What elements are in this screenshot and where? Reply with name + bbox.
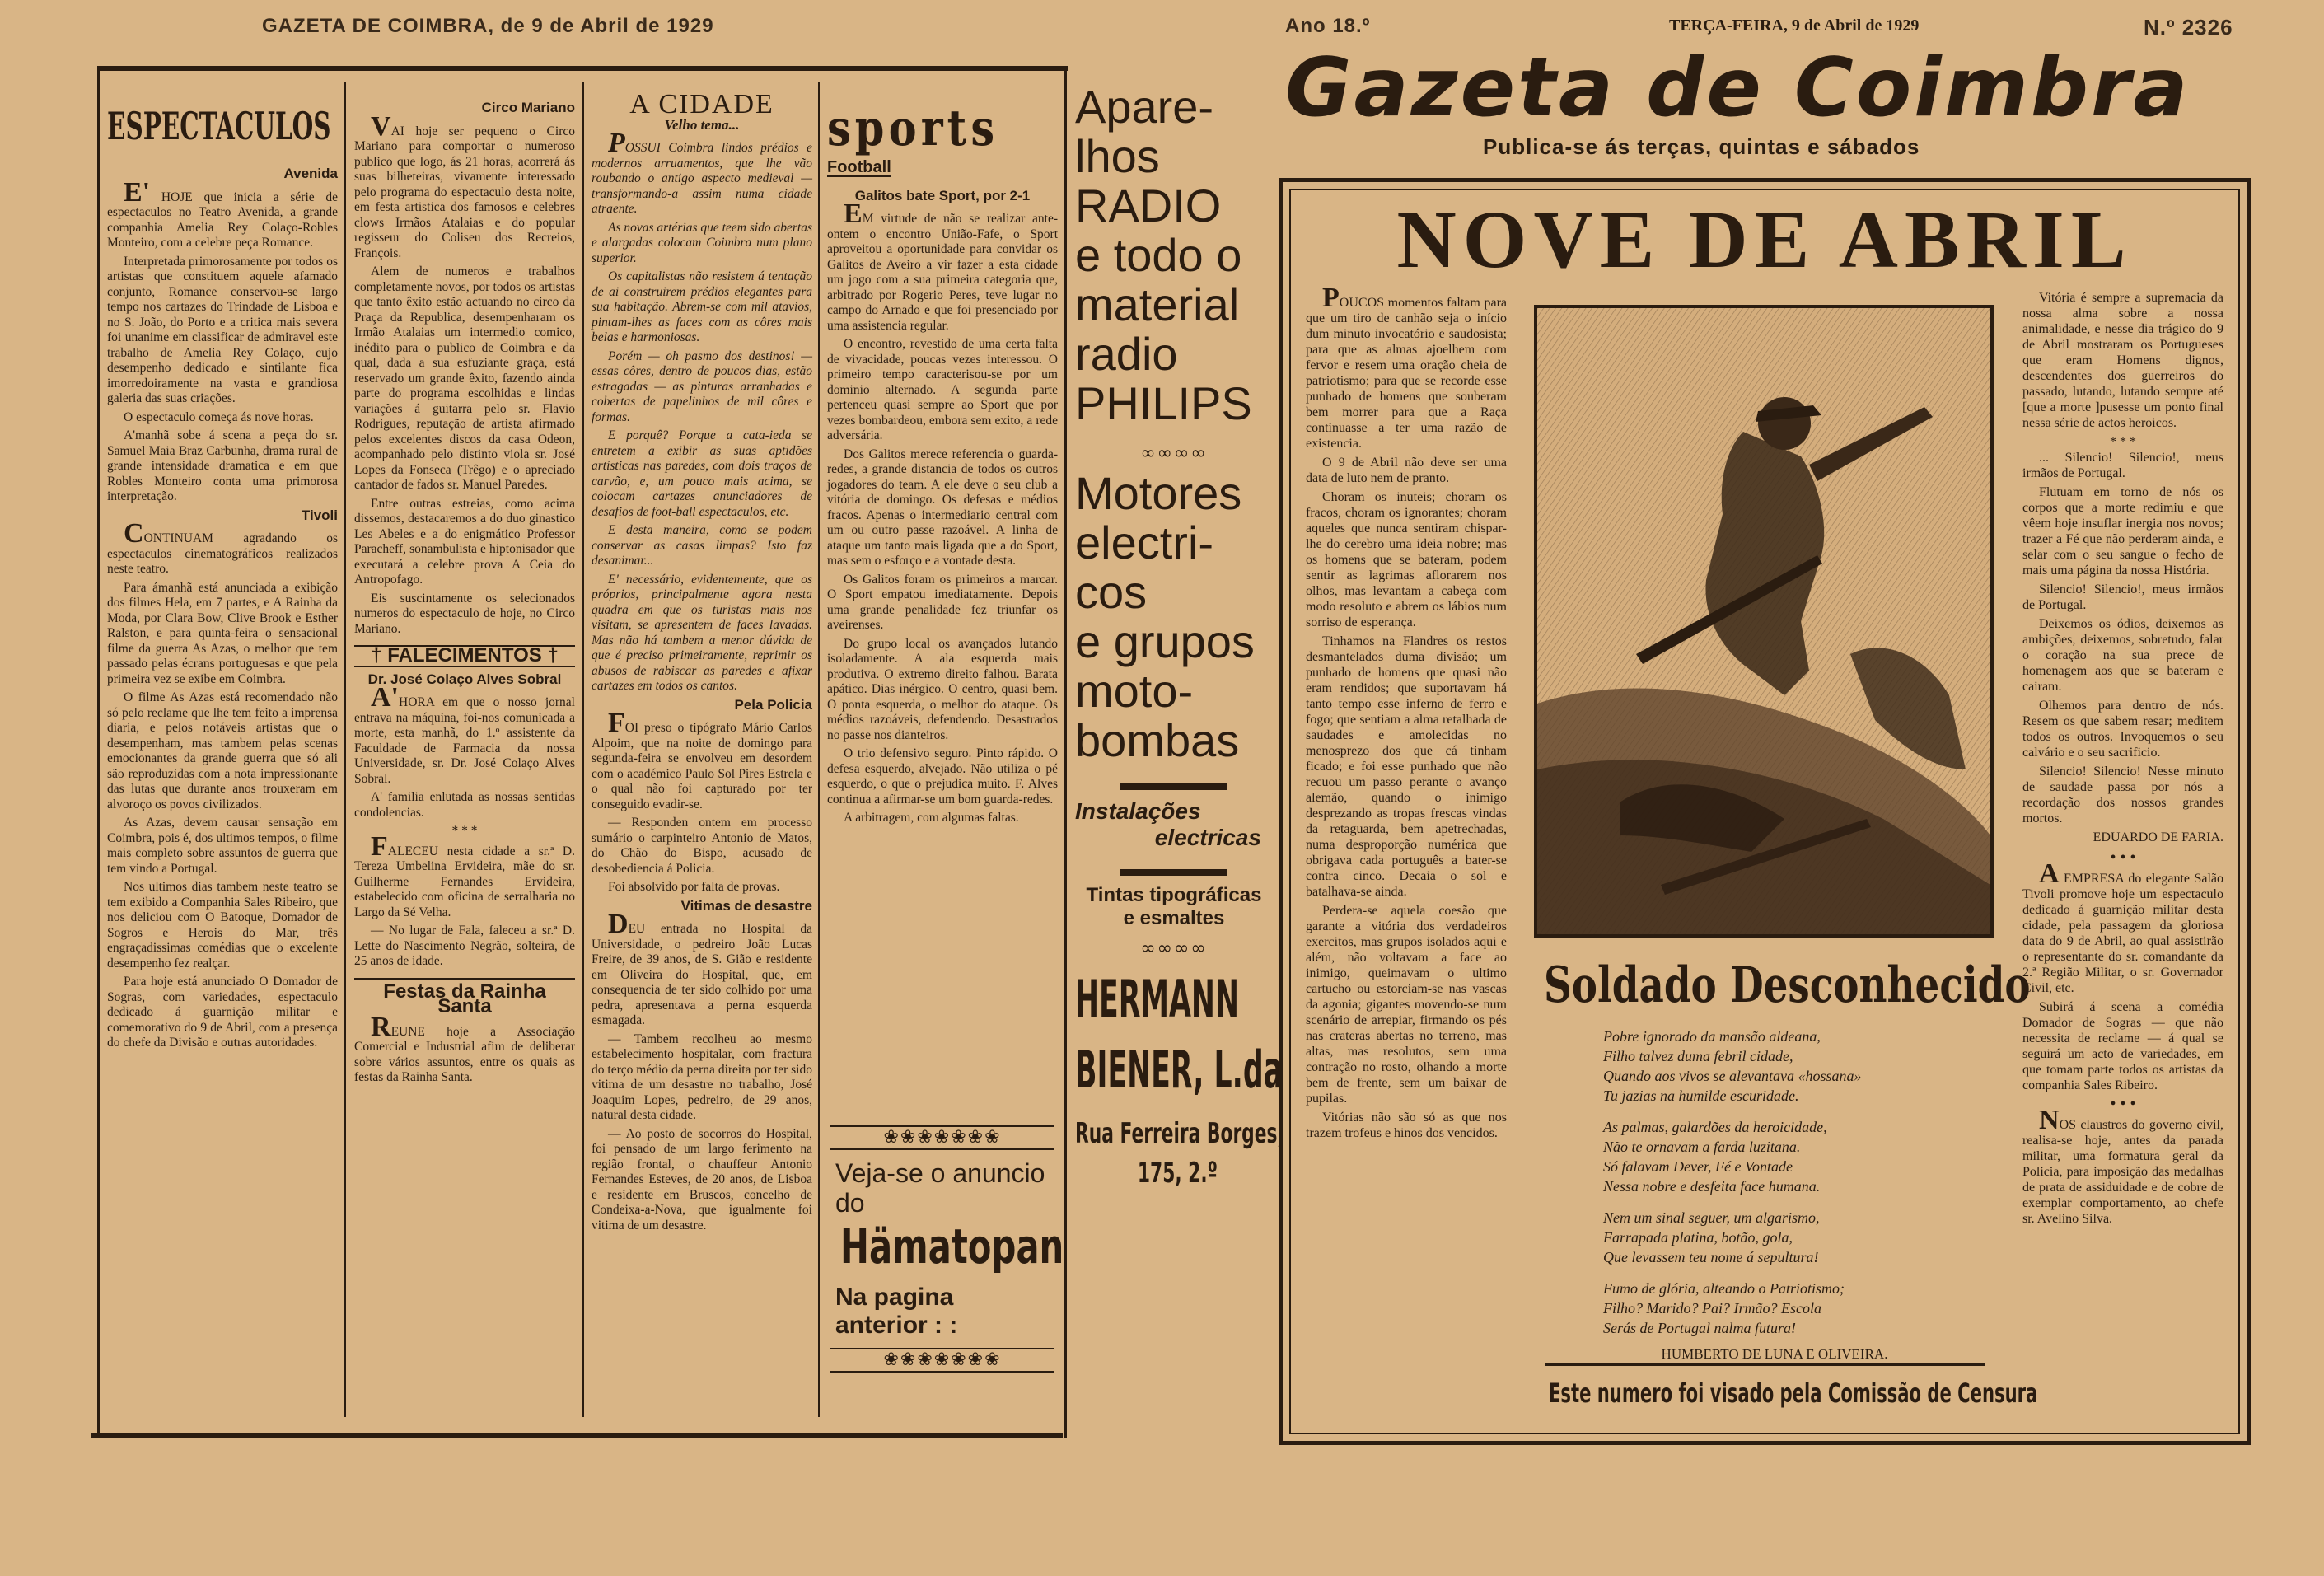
poem-line: As palmas, galardões da heroicidade, [1603,1119,1827,1135]
paragraph: — Ao posto de socorros do Hospital, foi pensado de um largo ferimento na região frontal, o chauffeur Antonio Fernandes Esteves, de 20 anos, de Lisboa e residente em Bruscos, concelho de Condeixa-a-Nova, que igualmente foi vitima de um desastre. [592,1126,812,1232]
sub-vitimas: Vitimas de desastre [680,897,812,914]
sub-circo: Circo Mariano [481,100,575,115]
paragraph: ... Silencio! Silencio!, meus irmãos de Portugal. [2022,451,2223,480]
hamatopan-ad [830,1125,1064,1419]
paragraph: Olhemos para dentro de nós. Resem os que sabem resar; meditem todos os outros. Invoquemos o seu calvário e o seu sacrificio. [2022,699,2223,760]
ornament-icon: ∞∞∞∞ [1140,938,1208,959]
paragraph: — Responden ontem em processo sumário o carpinteiro Antonio de Matos, do Chão do Bispo, acusado de desobediencia á Policia. [592,816,812,876]
cidade-sub: Velho tema... [664,116,740,133]
ad-line: electri- [1075,517,1214,568]
paragraph: Silencio! Silencio!, meus irmãos de Portugal. [2022,582,2223,612]
paragraph: E' HOJE que inicia a série de espectaculos no Teatro Avenida, a grande companhia Amelia Rey Colaço-Robles Monteiro, com a celebre peça Romance. [107,176,338,250]
col-divider-2 [582,82,584,1417]
soldado-title-wrap [1534,956,2031,1015]
paragraph: Alem de numeros e trabalhos completamente novos, por todos os artistas que tanto êxito estão actuando no circo da Praça da Republica, desempenharam os Irmão Atalaias um intermedio comico, inédito para o publico de Coimbra e da qual, dada a sua esfuziante graça, está reservado um grande êxito, fazendo ainda parte do programa escolhidas e lindas variações á guitarra pelo sr. Flavio Rodrigues, reputação de artista afirmado pelos excelentes discos da casa Odeon, acompanhado pelo distinto viola sr. José Lopes da Fonseca (Trêgo) e o apreciado cantador de fados sr. Manuel Paredes. [354,264,575,492]
paragraph: O trio defensivo seguro. Pinto rápido. O defesa esquerdo, alvejado. Não utiliza o pé esquerdo, o que o prejudica muito. F. Alves continua a afirmar-se um bom guarda-redes. [827,746,1058,807]
poem-line: Nessa nobre e desfeita face humana. [1603,1178,1821,1195]
ad-firm-wrap [1075,964,1273,1035]
paragraph: Flutuam em torno de nós os corpos que a morte redimiu e que vêem hoje insuflar inergia nos novos; trazer a Fé que não perderam ainda, e selar com o seu sangue o fecho de mais uma página da nossa História. [2022,485,2223,578]
ad-line: lhos [1075,130,1160,182]
paragraph: E desta maneira, como se podem conservar as casas limpas? Isto faz desanimar... [592,523,812,568]
masthead [1285,43,2257,142]
poem-stanza [1603,1208,1995,1267]
soldier-illustration [1534,305,1994,938]
sports-title: sports [827,100,999,157]
col-divider-4 [1064,71,1067,1438]
paragraph: A'HORA em que o nosso jornal entrava na máquina, foi-nos comunicada a morte, esta manhã, do 1.º assistente da Faculdade de Farmacia da nossa Universidade, sr. Dr. José Colaço Alves Sobral. [354,682,575,786]
poem-line: Só falavam Dever, Fé e Vontade [1603,1158,1793,1175]
espectaculos-title-wrap [107,97,338,163]
ad-address-wrap [1075,1114,1284,1153]
paragraph: Porém — oh pasmo dos destinos! — essas côres, dentro de poucos dias, estão estragadas — as pinturas arranhadas e cobertas de papelinhos de mil côres e formas. [592,348,812,424]
ad-firm-name: HERMANN [1075,969,1240,1029]
sub-policia: Pela Policia [734,696,812,713]
ad-bar [1120,783,1227,790]
ad-line: Motores [1075,467,1242,519]
nove-left-column [1306,283,1507,1427]
poem-line: Pobre ignorado da mansão aldeana, [1603,1028,1821,1045]
paragraph: Deixemos os ódios, deixemos as ambições, deixemos, sobretudo, falar o coração na sua prece de homenagem aos que se bateram e cairam. [2022,617,2223,694]
poem-line: Fumo de glória, alteando o Patriotismo; [1603,1280,1845,1297]
paragraph: — No lugar de Fala, faleceu a sr.ª D. Lette do Nascimento Negrão, solteira, de 25 anos de idade. [354,924,575,968]
masthead-title: Gazeta de Coimbra [1285,41,2191,135]
frame-left [97,71,100,1433]
ad-bar [1120,869,1227,876]
ad-address: Rua Ferreira Borges, [1075,1117,1284,1150]
nove-title: NOVE DE ABRIL [1396,194,2133,285]
issue-number: N.º 2326 [2144,15,2233,40]
poem-line: Que levassem teu nome á sepultura! [1603,1249,1819,1265]
paragraph: Para ámanhã está anunciada a exibição dos filmes Hela, em 7 partes, e A Rainha da Moda, por Clara Bow, Clive Brook e Esther Ralston, e para quinta-feira o sensacional filme da guerra As Azas, o melhor que tem passado pelas écrans portuguesas e que pela primeira vez se exibe em Coimbra. [107,580,338,686]
paragraph: O filme As Azas está recomendado não só pelo reclame que lhe tem feito a imprensa diaria, e pelos notáveis artistas que o desempenham, mas tambem pelas scenas emocionantes da grande guerra que só ali são reproduzidas com a nota impressionante das lutas que durante anos trouxeram em alvoroço os povos civilizados. [107,690,338,811]
poem-line: Filho? Marido? Pai? Irmão? Escola [1603,1300,1821,1316]
paragraph: POUCOS momentos faltam para que um tiro de canhão seja o início dum minuto invocatório e saudosista; para que as almas ajoelhem com fervor e resem uma oração cheia de patriotismo; para que se recorde esse punhado de homens que souberam bem morrer para que a Raça continuasse a ter uma razão de existencia. [1306,283,1507,451]
column-cidade [592,89,812,1415]
poem-line: Serás de Portugal nalma futura! [1603,1320,1796,1336]
separator: * * * [451,824,478,838]
ad-esmaltes: e esmaltes [1123,907,1225,929]
ad-line: RADIO [1075,180,1222,231]
poem-line: Farrapada platina, botão, gola, [1603,1229,1793,1246]
paragraph: Vitórias não são só as que nos trazem trofeus e hinos dos vencidos. [1306,1111,1507,1140]
poem-line: Tu jazias na humilde escuridade. [1603,1087,1799,1104]
paragraph: FOI preso o tipógrafo Mário Carlos Alpoim, que na noite de domingo para segunda-feira se envolveu em desordem com o académico Paulo Sol Pires Estrela e o qual não foi capturado por ter conseguido evadir-se. [592,708,812,811]
paragraph: DEU entrada no Hospital da Universidade, o pedreiro João Lucas Freire, de 39 anos, de S. Gião e residente em Oliveira do Hospital, que, em consequencia de ter sido colhido por uma pedra, apresentava a perna esquerda esmagada. [592,909,812,1027]
year-label: Ano 18.º [1285,15,1371,37]
ad-instalacoes: Instalações [1075,798,1201,824]
paragraph: Do grupo local os avançados lutando isoladamente. A ala esquerda mais produtiva. O extremo direito falhou. Barata apático. Dias inérgico. O centro, quasi bem. O ponta esquerda, o melhor do ataque. Os médios razoáveis, defendendo. Desastrados no passe nos dianteiros. [827,636,1058,742]
paragraph: E porquê? Porque a cata-ieda se entretem a exibir as suas aptidões artísticas nas paredes, com dois traços de carvão, e, um pouco mais acima, se colocam cartazes anunciadores de desafios de foot-ball espectaculos, etc. [592,428,812,519]
ad-line: material [1075,278,1240,330]
censura-notice: Este numero foi visado pela Comissão de Censura [1549,1377,2038,1409]
masthead-tagline: Publica-se ás terças, quintas e sábados [1483,134,1920,159]
paragraph: As Azas, devem causar sensação em Coimbra, pois é, dos ultimos tempos, o filme mais completo sobre assuntos de guerra que tem vindo a Portugal. [107,816,338,876]
falecimentos-title: † FALECIMENTOS † [354,645,575,667]
paragraph: O encontro, revestido de uma certa falta de vivacidade, poucas vezes interessou. O primeiro tempo caracterisou-se por um dominio alternado. A segunda parte pertenceu quasi sempre ao Sport que por vezes bombardeou, embora sem exito, a rede adversária. [827,337,1058,442]
paragraph: CONTINUAM agradando os espectaculos cinematográficos realizados neste teatro. [107,518,338,576]
philips-ad [1075,81,1284,1442]
paragraph: As novas artérias que teem sido abertas e alargadas colocam Coimbra num plano superior. [592,220,812,265]
paragraph: Nos ultimos dias tambem neste teatro se tem exibido a Companhia Sales Ribeiro, que nos deliciou com O Batoque, Domador de Sogros e Herois do Mar, três engraçadissimas comédias que o excelente desempenho fez realçar. [107,880,338,970]
poem-line: Não te ornavam a farda luzitana. [1603,1139,1801,1155]
ornament-bottom: ❀❀❀❀❀❀❀ [830,1348,1054,1373]
poem-line: Nem um sinal seguer, um algarismo, [1603,1209,1820,1226]
hamatopan-page: Na pagina anterior : : [835,1284,958,1339]
festas-title: Festas da Rainha Santa [354,978,575,1015]
poem-stanza [1603,1027,1995,1106]
separator: • • • [2110,1095,2136,1113]
column-circo [354,97,575,1415]
paragraph: Eis suscintamente os selecionados numeros do espectaculo de hoje, no Circo Mariano. [354,591,575,636]
espectaculos-title: ESPECTACULOS [107,104,331,148]
poem-stanza [1603,1117,1995,1196]
top-rule [97,66,1068,71]
separator: • • • [2110,849,2136,867]
paragraph: Os Galitos foram os primeiros a marcar. O Sport empatou imediatamente. Depois uma grande penalidade fez triunfar os aveirenses. [827,572,1058,632]
sub-falecido: Dr. José Colaço Alves Sobral [367,671,562,687]
ad-line: e todo o [1075,229,1242,281]
paragraph: Foi absolvido por falta de provas. [608,880,780,894]
paragraph: A' familia enlutada as nossas sentidas condolencias. [354,790,575,820]
bottom-rule [91,1433,1063,1438]
ad-firm-name-2: BIENER, L.da [1075,1040,1284,1100]
paragraph: Subirá á scena a comédia Domador de Sogras — que não necessita de reclame — á qual se seguirá um acto de variedades, em que tomam parte todos os artistas da companhia Sales Ribeiro. [2022,1000,2223,1092]
sub-tivoli: Tivoli [301,507,338,523]
hamatopan-text: Veja-se o anuncio do [835,1158,1045,1218]
paragraph: Vitória é sempre a supremacia da nossa alma sobre a nossa animalidade, e nesse dia trágico do 9 de Abril mostraram os Portugueses que eram Homens dignos, descendentes dos guerreiros do passado, lutando, lutando sempre até [que a morte ]pusesse um ponto final nessa série de actos heroicos. [2022,291,2223,430]
paragraph: EM virtude de não se realizar ante-ontem o encontro União-Fafe, o Sport aproveitou a oportunidade para convidar os Galitos de Aveiro a vir fazer a esta cidade um jogo com a sua primeira categoria que, arbitrado por Rogerio Peres, teve lugar no campo do Arnado e que foi presenciado por uma assistencia regular. [827,199,1058,333]
paragraph: O 9 de Abril não deve ser uma data de luto nem de pranto. [1306,456,1507,485]
ad-firm-wrap [1075,1035,1284,1106]
sub-football: Football [827,158,891,176]
col-divider-1 [344,82,346,1417]
hamatopan-name-wrap [830,1218,1064,1275]
censura-box [1545,1363,2038,1424]
poem-author: HUMBERTO DE LUNA E OLIVEIRA. [1661,1346,1888,1362]
ad-line: bombas [1075,714,1240,766]
paragraph: Silencio! Silencio! Nesse minuto de saudade passa por nós a recordação dos nossos grandes mortos. [2022,765,2223,825]
soldier-illustration-icon [1537,308,1990,934]
sub-galitos: Galitos bate Sport, por 2-1 [854,187,1031,203]
issue-date: TERÇA-FEIRA, 9 de Abril de 1929 [1669,16,1920,35]
ad-tintas: Tintas tipográficas [1086,884,1262,906]
cidade-title: A CIDADE [629,89,774,119]
ad-line: cos [1075,566,1148,618]
signature: EDUARDO DE FARIA. [2093,830,2223,844]
ad-line: e grupos [1075,615,1255,667]
paragraph: FALECEU nesta cidade a sr.ª D. Tereza Umbelina Ervideira, mãe do sr. Guilherme Fernandes Ervideira, estabelecido com oficina de serralharia no Largo da Sé Velha. [354,830,575,919]
paragraph: A EMPRESA do elegante Salão Tivoli promove hoje um espectaculo dedicado á guarnição militar desta cidade, pela passagem da gloriosa data do 9 de Abril, ao qual assistirão o representante do sr. comandante da 2.ª Região Militar, o sr. Governador Civil, etc. [2022,858,2223,995]
ad-line: PHILIPS [1075,377,1252,429]
soldado-poem [1534,956,2031,1362]
paragraph: E' necessário, evidentemente, que os próprios, principalmente agora nesta quadra em que os turistas mais nos visitam, se apresentem de faces lavadas. Mas não há tambem a menor dúvida de que é preciso primeiramente, reprimir os abusos de rabiscar as paredes e afixar cartazes em todos os cantos. [592,572,812,693]
nove-right-column [2022,290,2223,1427]
col-divider-3 [818,82,820,1417]
ad-address-2: 175, 2.º [1137,1157,1218,1190]
sub-avenida: Avenida [283,166,338,181]
paragraph: A'manhã sobe á scena a peça do sr. Samuel Maia Braz Carbunha, drama rural de grande intensidade dramatica e em que Robles Monteiro conta uma primorosa interpretação. [107,428,338,503]
paragraph: NOS claustros do governo civil, realisa-se hoje, antes da parada militar, uma formatura geral da Policia, para imposição das medalhas de prata de assiduidade e de cobre de exemplar comportamento, ao chefe sr. Avelino Silva. [2022,1105,2223,1226]
ornament-top: ❀❀❀❀❀❀❀ [830,1125,1054,1150]
poem-line: Quando aos vivos se alevantava «hossana» [1603,1068,1862,1084]
paragraph: Tinhamos na Flandres os restos desmantelados duma divisão; um punhado de homens que quasi não eram rendidos; que suportavam há tanto tempo esse inferno de ferro e fogo; que sentiam a alma retalhada de saudades e amolecidas no menosprezo dos que cá tinham ficado; e foi esse punhado que não recuou um passo perante o avanço alemão, quando o inimigo desprezando as tropas frescas vindas da retaguarda, bem apetrechadas, numa desproporção numérica que obrigava cada português a bater-se contra cinco. Decaia o sol e batalhava-se ainda. [1306,634,1507,899]
separator: * * * [2110,435,2136,449]
paragraph: Choram os inuteis; choram os fracos, choram os ignorantes; choram aqueles que nunca sentiram chispar-lhe do cerebro uma ideia nobre; mas os homens que se bateram, podem sentir as lagrimas aflorarem nos olhos, mas levantam a cabeça com modo resoluto e abrem os lábios num sorriso de esperança. [1306,490,1507,629]
poem-body [1534,1015,1995,1363]
ad-line: radio [1075,328,1178,380]
poem-stanza [1603,1279,1995,1338]
soldado-title: Soldado Desconhecido [1544,956,2031,1014]
paragraph: A arbitragem, com algumas faltas. [844,811,1019,825]
paragraph: Interpretada primorosamente por todos os artistas que constituem aquele afamado conjunto, Romance conservou-se largo tempo nos cartazes do Trindade de Lisboa e no S. João, do Porto e a critica mais severa foi unanime em classificar de admiravel este trabalho de Amelia Rey Colaço, cujo desempenho dedicado e sintilante fica imorredoiramente na vasta e grandiosa galeria das suas criações. [107,254,338,405]
ornament-icon: ∞∞∞∞ [1140,443,1208,464]
paragraph: Os capitalistas não resistem á tentação de ai construirem prédios elegantes para sua habitação. Abrem-se com mil atavios, pintam-lhes as faces com as côres mais belas e harmoniosas. [592,269,812,344]
running-title: GAZETA DE COIMBRA, de 9 de Abril de 1929 [262,15,714,37]
ad-electricas: electricas [1154,825,1261,850]
paragraph: VAI hoje ser pequeno o Circo Mariano para comportar o numeroso publico que logo, ás 21 horas, acorrerá ás suas bilheteiras, vivamente interessado pelo programa do espectaculo desta noite, em festa artistica dos famosos e celebres clows Irmãos Atalaias e do popular regisseur do Coliseu dos Recreios, François. [354,110,575,260]
poem-line: Filho talvez duma febril cidade, [1603,1048,1793,1064]
paragraph: O espectaculo começa ás nove horas. [124,409,314,424]
paragraph: Para hoje está anunciado O Domador de Sogras, com variedades, espectaculo dedicado á guarnição militar e comemorativo do 9 de Abril, com a presença do chefe da Divisão e outras autoridades. [107,975,338,1050]
ad-address-wrap [1075,1153,1273,1193]
paragraph: Dos Galitos merece referencia o guarda-redes, a grande distancia de todos os outros jogadores do team. A ele deve o seu club a vitória de domingo. Os defesas e médios fracos. Apenas o intermediario central com um ou outro passe razoável. A linha de ataque um tanto mais ligada que a do Sport, mas sem o esforço e a vontade desta. [827,447,1058,568]
paragraph: REUNE hoje a Associação Comercial e Industrial afim de deliberar sobre vários assuntos, entre os quais as festas da Rainha Santa. [354,1011,575,1084]
paragraph: Entre outras estreias, como acima dissemos, destacaremos a do duo ginastico Les Abeles e a do enigmático Professor Paracheff, sonambulista e hiptonisador que executará a celebre prova A Ceia do Antropofago. [354,496,575,587]
ad-line: moto- [1075,665,1194,717]
hamatopan-name: Hämatopan [840,1218,1064,1274]
paragraph: Perdera-se aquela coesão que garante a vitória dos verdadeiros exercitos, mas grupos isolados aqui e além, não voltavam a face ao inimigo, queimavam o ultimo cartucho ou estorciam-se nas vascas da agonia; gigantes movendo-se num scenário de arrepiar, firmando os pés nas crateras abertas no terreno, mas altas, mas resolutos, sem uma contração no rosto, olhando a morte bem de frente, sem um baixar de pupilas. [1306,904,1507,1106]
column-espectaculos [107,97,338,1415]
paragraph: POSSUI Coimbra lindos prédios e modernos arruamentos, que lhe vão roubando o antigo aspecto medieval — transformando-a assim numa cidade atraente. [592,128,812,216]
sports-title-wrap [827,97,1058,160]
ad-line: Apare- [1075,81,1214,133]
paragraph: — Tambem recolheu ao mesmo estabelecimento hospitalar, com fractura do terço médio da perna direita por ter sido vitima de um desastre no trabalho, José Joaquim Lopes, pedreiro, de 29 anos, natural desta cidade. [592,1031,812,1122]
